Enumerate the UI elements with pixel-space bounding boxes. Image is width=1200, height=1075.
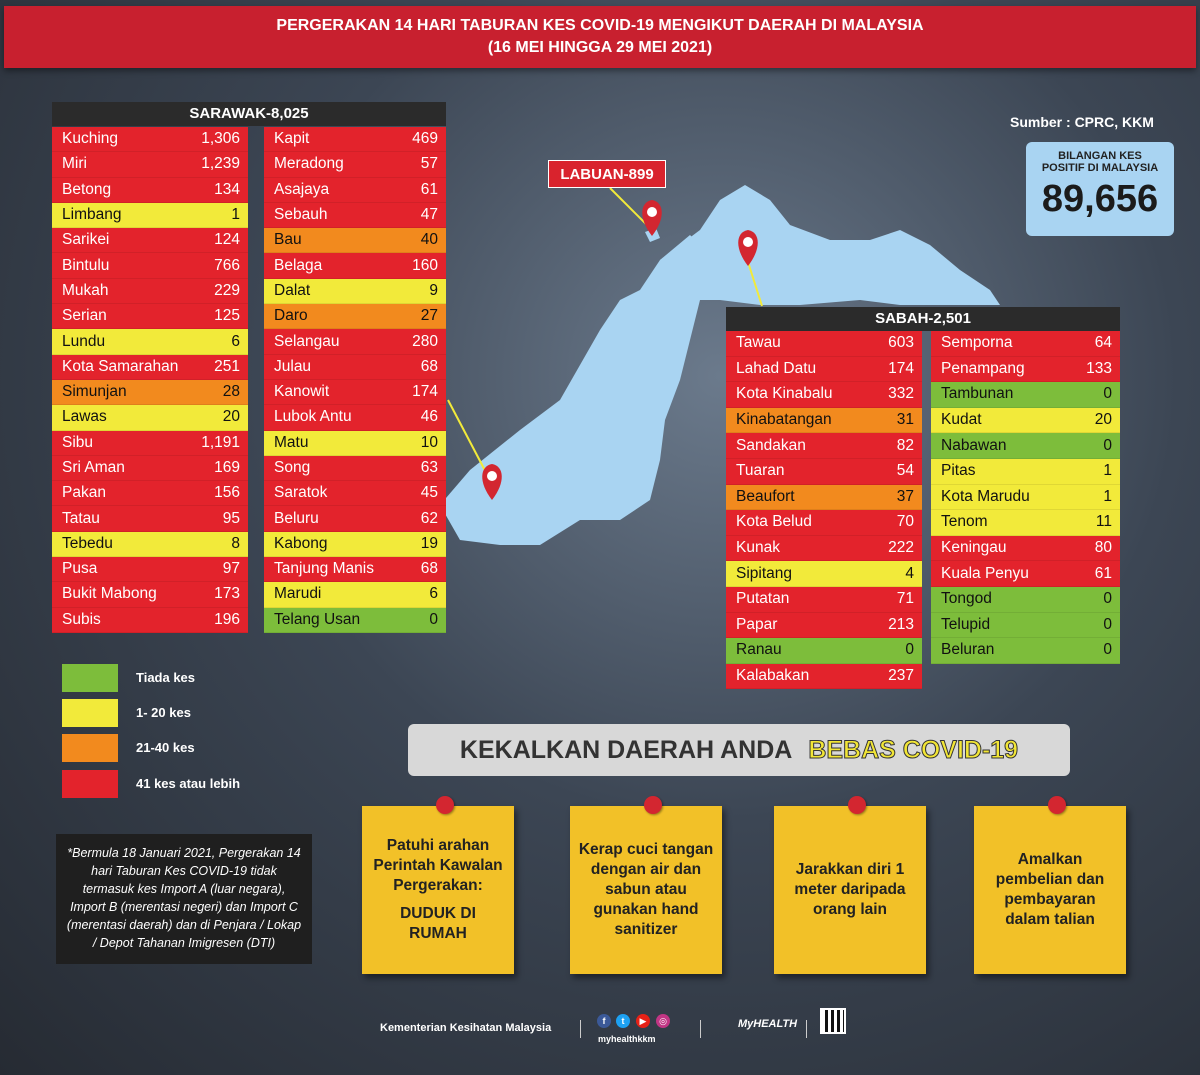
district-name: Kudat [941,411,982,429]
district-row [931,408,1120,434]
district-name: Limbang [62,206,122,224]
district-row [264,203,446,228]
district-cases: 134 [214,180,240,198]
district-name: Tatau [62,509,100,527]
pushpin-icon [644,796,662,814]
district-row [264,608,446,633]
sarawak-region [440,235,705,545]
district-cases: 82 [896,436,914,454]
district-row [726,536,922,562]
district-cases: 0 [1103,615,1112,633]
district-cases: 237 [888,667,914,685]
district-cases: 9 [429,281,438,299]
tip-text: Jarakkan diri 1 meter daripada orang lain [794,861,906,918]
district-name: Betong [62,180,112,198]
district-name: Putatan [736,590,790,608]
district-row [52,152,248,177]
district-cases: 62 [420,509,438,527]
district-row [931,561,1120,587]
district-name: Sarikei [62,231,110,249]
district-row [52,456,248,481]
district-name: Lundu [62,332,106,350]
district-row [726,613,922,639]
district-row [52,203,248,228]
footer-divider [806,1020,807,1038]
district-row [264,405,446,430]
district-name: Tebedu [62,534,113,552]
district-row [264,431,446,456]
district-name: Bau [274,231,302,249]
district-name: Tambunan [941,385,1014,403]
district-cases: 332 [888,385,914,403]
district-cases: 20 [1094,411,1112,429]
district-row [726,357,922,383]
district-cases: 10 [420,433,438,451]
tip-card-wash-hands [570,806,722,974]
district-cases: 196 [214,610,240,628]
district-name: Semporna [941,334,1013,352]
district-name: Subis [62,610,101,628]
district-name: Asajaya [274,180,330,198]
district-cases: 160 [412,256,438,274]
sabah-region [660,185,1000,305]
district-name: Beaufort [736,487,795,505]
slogan-part-1: KEKALKAN DAERAH ANDA [459,735,793,764]
district-cases: 766 [214,256,240,274]
total-label-line1: BILANGAN KES [1058,150,1142,162]
district-cases: 40 [420,231,438,249]
district-cases: 80 [1094,539,1112,557]
district-name: Kalabakan [736,667,810,685]
district-cases: 0 [1103,385,1112,403]
district-cases: 6 [429,585,438,603]
legend-swatch-yellow [62,699,118,727]
district-cases: 1 [1103,487,1112,505]
district-cases: 95 [222,509,240,527]
district-row [52,431,248,456]
district-name: Simunjan [62,383,127,401]
district-row [52,481,248,506]
footer [0,1012,1200,1052]
youtube-icon[interactable]: ▶ [636,1014,650,1028]
district-name: Kinabatangan [736,411,832,429]
district-name: Matu [274,433,309,451]
footer-divider [580,1020,581,1038]
district-row [52,253,248,278]
district-cases: 1,239 [201,155,240,173]
district-cases: 173 [214,585,240,603]
district-name: Penampang [941,359,1025,377]
total-label-line2: POSITIF DI MALAYSIA [1041,162,1159,174]
district-cases: 0 [1103,436,1112,454]
district-cases: 64 [1094,334,1112,352]
district-row [931,613,1120,639]
district-cases: 27 [420,307,438,325]
district-name: Marudi [274,585,322,603]
district-row [726,587,922,613]
district-name: Sebauh [274,206,328,224]
slogan-part-2: BEBAS COVID-19 [808,735,1019,764]
district-name: Beluru [274,509,319,527]
district-row [52,304,248,329]
district-cases: 61 [1094,564,1112,582]
district-name: Kanowit [274,383,330,401]
district-row [264,228,446,253]
district-cases: 71 [896,590,914,608]
district-cases: 169 [214,459,240,476]
district-row [52,329,248,354]
district-name: Lahad Datu [736,359,817,377]
total-cases-value: 89,656 [1041,178,1159,220]
district-row [931,459,1120,485]
district-cases: 70 [896,513,914,531]
district-name: Telupid [941,615,991,633]
district-row [264,178,446,203]
district-cases: 1 [1103,462,1112,480]
district-name: Tawau [736,334,781,352]
district-row [931,433,1120,459]
district-row [52,380,248,405]
district-cases: 63 [420,459,438,476]
labuan-location-pin-icon [642,200,662,236]
tip-card-stay-home [362,806,514,974]
district-row [264,152,446,177]
district-row [931,485,1120,511]
district-cases: 20 [222,408,240,426]
district-name: Lawas [62,408,107,426]
district-cases: 0 [905,641,914,659]
district-cases: 54 [896,462,914,480]
district-cases: 45 [420,484,438,502]
tip-text: Patuhi arahan Perintah Kawalan Pergerakan: [373,837,503,894]
district-name: Pakan [62,484,106,502]
district-row [52,608,248,633]
social-handle: myhealthkkm [598,1034,656,1044]
footer-divider [700,1020,701,1038]
sabah-title: SABAH-2,501 [726,307,1120,331]
district-name: Sri Aman [62,459,125,476]
district-cases: 0 [429,610,438,628]
sarawak-column-1 [52,127,248,633]
district-cases: 37 [896,487,914,505]
district-row [52,506,248,531]
district-name: Miri [62,155,87,173]
data-source: Sumber : CPRC, KKM [1010,114,1154,130]
district-name: Tongod [941,590,992,608]
district-cases: 125 [214,307,240,325]
legend-swatch-red [62,770,118,798]
district-cases: 280 [412,332,438,350]
tip-text: Kerap cuci tangan dengan air dan sabun atau gunakan hand sanitizer [578,841,714,938]
district-row [726,561,922,587]
district-name: Belaga [274,256,323,274]
district-row [264,355,446,380]
district-cases: 4 [905,564,914,582]
district-row [264,557,446,582]
district-row [726,382,922,408]
district-cases: 61 [420,180,438,198]
district-row [931,587,1120,613]
district-row [264,456,446,481]
sabah-column-2 [931,331,1120,664]
district-row [52,405,248,430]
legend-label-none: Tiada kes [136,670,196,685]
district-cases: 229 [214,281,240,299]
tip-emphasis: DUDUK DI RUMAH [400,905,476,942]
district-cases: 46 [420,408,438,426]
district-cases: 133 [1086,359,1112,377]
district-cases: 97 [222,560,240,578]
district-row [264,127,446,152]
district-row [726,485,922,511]
district-cases: 11 [1095,513,1112,531]
district-row [726,433,922,459]
pushpin-icon [1048,796,1066,814]
district-name: Kuching [62,130,119,148]
district-name: Kapit [274,130,310,148]
district-name: Meradong [274,155,344,173]
district-name: Beluran [941,641,995,659]
district-cases: 47 [420,206,438,224]
district-name: Kota Belud [736,513,812,531]
district-row [52,355,248,380]
district-cases: 124 [214,231,240,249]
district-name: Bintulu [62,256,110,274]
facebook-icon[interactable]: f [597,1014,611,1028]
district-row [52,582,248,607]
district-row [264,506,446,531]
district-cases: 68 [420,560,438,578]
district-row [726,408,922,434]
district-cases: 213 [888,615,914,633]
district-name: Pusa [62,560,98,578]
district-name: Tenom [941,513,988,531]
district-row [726,638,922,664]
twitter-icon[interactable]: t [616,1014,630,1028]
district-row [931,536,1120,562]
district-name: Keningau [941,539,1007,557]
district-row [726,664,922,690]
district-cases: 1,306 [201,130,240,148]
district-row [264,380,446,405]
legend-label-high: 41 kes atau lebih [136,776,241,791]
sabah-column-1 [726,331,922,689]
qr-code-icon[interactable] [820,1008,846,1034]
pushpin-icon [436,796,454,814]
district-row [52,279,248,304]
sarawak-column-2 [264,127,446,633]
district-cases: 251 [214,357,240,375]
district-cases: 174 [888,359,914,377]
district-name: Tuaran [736,462,785,480]
district-name: Serian [62,307,107,325]
slogan-banner [408,724,1070,776]
district-name: Selangau [274,332,340,350]
district-name: Kuala Penyu [941,564,1029,582]
district-row [264,481,446,506]
district-row [264,304,446,329]
district-cases: 156 [214,484,240,502]
district-cases: 603 [888,334,914,352]
district-name: Pitas [941,462,976,480]
district-name: Telang Usan [274,610,361,628]
district-name: Ranau [736,641,782,659]
district-row [726,331,922,357]
instagram-icon[interactable]: ◎ [656,1014,670,1028]
header-date-range: (16 MEI HINGGA 29 MEI 2021) [487,39,713,56]
district-cases: 28 [222,383,240,401]
district-row [726,459,922,485]
district-row [931,331,1120,357]
district-row [52,557,248,582]
footer-org: Kementerian Kesihatan Malaysia [380,1022,552,1034]
district-cases: 31 [896,411,914,429]
district-cases: 0 [1103,590,1112,608]
district-name: Lubok Antu [274,408,352,426]
district-name: Kota Samarahan [62,357,179,375]
district-cases: 57 [420,155,438,173]
tip-text: Amalkan pembelian dan pembayaran dalam talian [995,851,1105,928]
district-name: Daro [274,307,308,325]
district-row [931,510,1120,536]
district-cases: 222 [888,539,914,557]
footnote: *Bermula 18 Januari 2021, Pergerakan 14 hari Taburan Kes COVID-19 tidak termasuk kes Import A (luar negara), Import B (merentasi negeri) dan Import C (merentasi daerah) dan di Penjara / Lokap / Depot Tahanan Imigresen (DTI) [56,834,312,964]
legend-label-low: 1- 20 kes [136,705,191,720]
district-name: Julau [274,357,312,375]
district-name: Saratok [274,484,328,502]
district-cases: 0 [1103,641,1112,659]
district-cases: 1 [231,206,240,224]
district-row [264,279,446,304]
district-cases: 1,191 [201,433,240,451]
district-name: Kota Kinabalu [736,385,833,403]
district-name: Bukit Mabong [62,585,157,603]
district-cases: 469 [412,130,438,148]
district-row [726,510,922,536]
myhealth-logo: MyHEALTH [738,1018,798,1030]
pushpin-icon [848,796,866,814]
labuan-label: LABUAN-899 [548,160,666,188]
district-row [931,638,1120,664]
total-cases-box [1026,142,1174,236]
district-name: Papar [736,615,778,633]
sarawak-title: SARAWAK-8,025 [52,102,446,126]
district-cases: 19 [420,534,438,552]
legend-swatch-green [62,664,118,692]
district-cases: 68 [420,357,438,375]
legend-label-medium: 21-40 kes [136,740,195,755]
district-row [264,253,446,278]
district-row [52,178,248,203]
district-row [264,582,446,607]
district-cases: 8 [231,534,240,552]
tip-card-distance [774,806,926,974]
district-name: Kunak [736,539,780,557]
district-name: Kabong [274,534,328,552]
district-row [52,127,248,152]
district-name: Tanjung Manis [274,560,374,578]
district-row [931,382,1120,408]
district-row [52,532,248,557]
district-name: Nabawan [941,436,1007,454]
district-name: Kota Marudu [941,487,1030,505]
header-title: PERGERAKAN 14 HARI TABURAN KES COVID-19 MENGIKUT DAERAH DI MALAYSIA [276,17,924,34]
district-name: Sipitang [736,564,793,582]
tip-card-online [974,806,1126,974]
district-name: Mukah [62,281,109,299]
district-cases: 174 [412,383,438,401]
legend-swatch-orange [62,734,118,762]
district-row [52,228,248,253]
district-name: Sibu [62,433,94,451]
district-name: Dalat [274,281,311,299]
district-row [264,329,446,354]
district-name: Sandakan [736,436,806,454]
district-cases: 6 [231,332,240,350]
district-row [264,532,446,557]
district-row [931,357,1120,383]
district-name: Song [274,459,311,476]
